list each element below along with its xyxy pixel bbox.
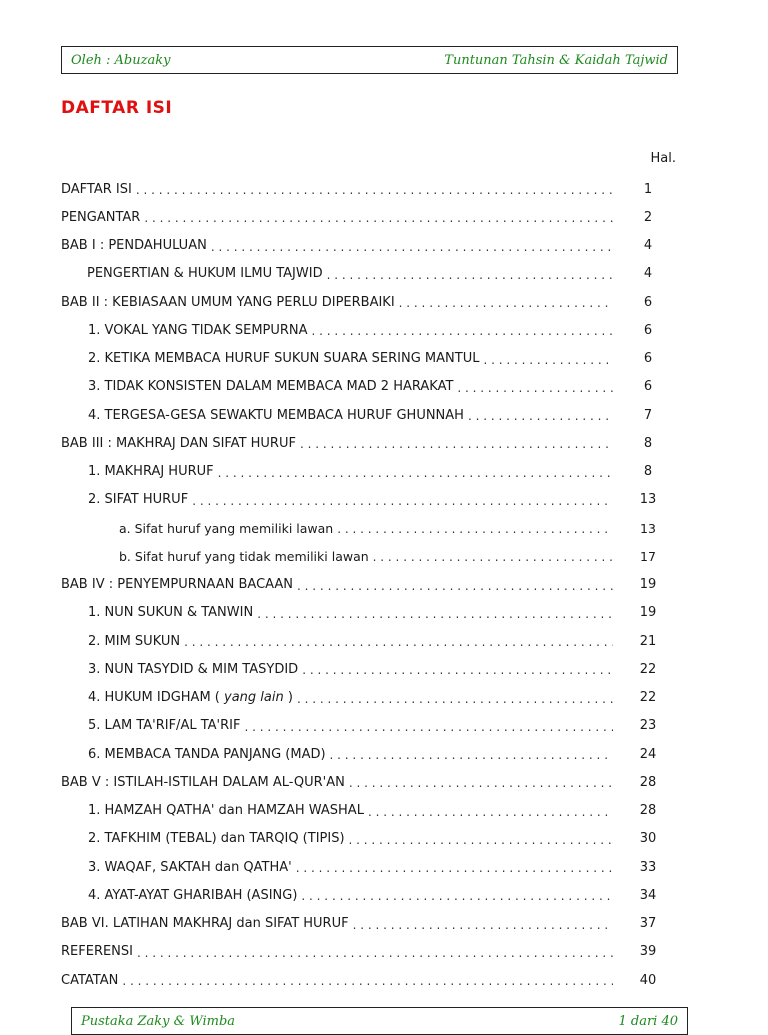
toc-entry (61, 853, 661, 881)
toc-entry (61, 797, 661, 825)
toc-entry (61, 571, 661, 599)
toc-entry (61, 768, 661, 796)
toc-entry-page: 33 (639, 859, 657, 875)
toc-entry-label: 3. NUN TASYDID & MIM TASYDID (88, 661, 299, 677)
toc-entry-page: 30 (639, 831, 657, 847)
toc-dot-leader (211, 238, 613, 254)
toc-entry-label: 1. VOKAL YANG TIDAK SEMPURNA (88, 322, 308, 338)
header-author: Oleh : Abuzaky (71, 52, 171, 68)
toc-entry (61, 401, 661, 429)
toc-entry-page: 4 (643, 266, 653, 282)
toc-dot-leader (373, 548, 613, 564)
toc-entry-label: BAB VI. LATIHAN MAKHRAJ dan SIFAT HURUF (61, 916, 349, 932)
toc-entry-page: 40 (639, 972, 657, 988)
toc-entry (61, 684, 661, 712)
toc-entry-label: 3. WAQAF, SAKTAH dan QATHA' (88, 859, 292, 875)
toc-entry (61, 712, 661, 740)
toc-entry-page: 13 (640, 520, 656, 536)
toc-dot-leader (312, 322, 613, 338)
table-of-contents (61, 175, 661, 994)
toc-entry-label: 3. TIDAK KONSISTEN DALAM MEMBACA MAD 2 HARAKAT (88, 379, 454, 395)
toc-entry-page: 13 (639, 492, 657, 508)
toc-entry (61, 203, 661, 231)
toc-entry-label: 1. NUN SUKUN & TANWIN (88, 605, 254, 621)
toc-entry-page: 22 (639, 661, 657, 677)
toc-entry (61, 316, 661, 344)
page-header (61, 46, 678, 74)
toc-dot-leader (244, 718, 613, 734)
toc-entry-page: 24 (639, 746, 657, 762)
toc-entry (61, 542, 661, 570)
toc-dot-leader (302, 661, 613, 677)
toc-dot-leader (184, 633, 613, 649)
toc-dot-leader (257, 605, 613, 621)
toc-entry (61, 627, 661, 655)
toc-dot-leader (337, 520, 613, 536)
header-book-title: Tuntunan Tahsin & Kaidah Tajwid (444, 52, 668, 68)
toc-entry (61, 966, 661, 994)
toc-entry (61, 345, 661, 373)
toc-dot-leader (327, 266, 613, 282)
toc-entry-label: PENGANTAR (61, 209, 141, 225)
page-column-label: Hal. (650, 151, 676, 166)
toc-dot-leader (192, 492, 613, 508)
toc-dot-leader (483, 351, 613, 367)
toc-entry-page: 28 (639, 774, 657, 790)
toc-entry (61, 938, 661, 966)
toc-entry-page: 2 (643, 209, 653, 225)
toc-entry-page: 6 (643, 379, 653, 395)
toc-entry-label: 1. MAKHRAJ HURUF (88, 464, 214, 480)
toc-entry-label: DAFTAR ISI (61, 181, 132, 197)
toc-dot-leader (349, 831, 613, 847)
toc-entry (61, 175, 661, 203)
toc-dot-leader (296, 859, 613, 875)
footer-page-number: 1 dari 40 (618, 1013, 678, 1029)
toc-entry-label: a. Sifat huruf yang memiliki lawan (119, 520, 334, 536)
toc-entry-label: BAB IV : PENYEMPURNAAN BACAAN (61, 577, 294, 593)
toc-dot-leader (457, 379, 613, 395)
toc-entry-page: 8 (643, 435, 653, 451)
footer-publisher: Pustaka Zaky & Wimba (81, 1013, 236, 1029)
toc-entry (61, 288, 661, 316)
toc-entry-page: 37 (639, 916, 657, 932)
toc-entry-page: 6 (643, 294, 653, 310)
toc-dot-leader (300, 435, 613, 451)
toc-entry (61, 740, 661, 768)
toc-entry (61, 232, 661, 260)
toc-entry (61, 655, 661, 683)
toc-dot-leader (297, 690, 613, 706)
toc-entry-label: PENGERTIAN & HUKUM ILMU TAJWID (87, 266, 323, 282)
toc-dot-leader (399, 294, 613, 310)
toc-dot-leader (122, 972, 613, 988)
toc-entry-label: 2. SIFAT HURUF (88, 492, 189, 508)
toc-entry-label: 4. AYAT-AYAT GHARIBAH (ASING) (88, 887, 298, 903)
toc-entry-page: 21 (639, 633, 657, 649)
toc-dot-leader (468, 407, 613, 423)
toc-entry (61, 825, 661, 853)
toc-entry (61, 599, 661, 627)
toc-entry-label: 2. KETIKA MEMBACA HURUF SUKUN SUARA SERING MANTUL (88, 351, 480, 367)
toc-dot-leader (353, 916, 613, 932)
toc-entry (61, 486, 661, 514)
toc-entry (61, 881, 661, 909)
toc-entry-label: BAB II : KEBIASAAN UMUM YANG PERLU DIPERBAIKI (61, 294, 395, 310)
toc-dot-leader (368, 803, 613, 819)
toc-entry-label: BAB I : PENDAHULUAN (61, 238, 207, 254)
toc-entry-page: 1 (643, 181, 653, 197)
toc-entry-page: 17 (640, 548, 656, 564)
toc-entry-label: 1. HAMZAH QATHA' dan HAMZAH WASHAL (88, 803, 364, 819)
toc-entry-page: 23 (639, 718, 657, 734)
toc-entry-label: CATATAN (61, 972, 119, 988)
toc-entry-label: 4. TERGESA-GESA SEWAKTU MEMBACA HURUF GHUNNAH (88, 407, 464, 423)
toc-entry-page: 7 (643, 407, 653, 423)
toc-entry-label: b. Sifat huruf yang tidak memiliki lawan (119, 548, 369, 564)
toc-entry-page: 19 (639, 577, 657, 593)
toc-entry-page: 6 (643, 322, 653, 338)
page-footer (71, 1007, 688, 1035)
toc-entry-page: 22 (639, 690, 657, 706)
toc-dot-leader (144, 209, 613, 225)
toc-entry-label: 5. LAM TA'RIF/AL TA'RIF (88, 718, 241, 734)
toc-entry-label: 4. HUKUM IDGHAM ( yang lain ) (88, 690, 293, 706)
toc-entry-page: 6 (643, 351, 653, 367)
toc-entry (61, 429, 661, 457)
toc-entry-label: REFERENSI (61, 944, 133, 960)
toc-entry-label: 2. MIM SUKUN (88, 633, 181, 649)
toc-entry-page: 4 (643, 238, 653, 254)
toc-dot-leader (349, 774, 613, 790)
toc-dot-leader (218, 464, 613, 480)
toc-entry-page: 34 (639, 887, 657, 903)
toc-dot-leader (330, 746, 613, 762)
toc-entry (61, 458, 661, 486)
page-title: DAFTAR ISI (61, 98, 173, 118)
toc-entry-label: 2. TAFKHIM (TEBAL) dan TARQIQ (TIPIS) (88, 831, 345, 847)
toc-entry-page: 8 (643, 464, 653, 480)
toc-dot-leader (137, 944, 613, 960)
toc-entry-page: 28 (639, 803, 657, 819)
toc-entry-page: 19 (639, 605, 657, 621)
toc-entry-label: BAB III : MAKHRAJ DAN SIFAT HURUF (61, 435, 296, 451)
toc-dot-leader (136, 181, 613, 197)
toc-dot-leader (297, 577, 613, 593)
toc-entry (61, 514, 661, 542)
toc-entry (61, 910, 661, 938)
toc-entry-label: 6. MEMBACA TANDA PANJANG (MAD) (88, 746, 326, 762)
toc-entry-label: BAB V : ISTILAH-ISTILAH DALAM AL-QUR'AN (61, 774, 345, 790)
toc-entry (61, 373, 661, 401)
toc-entry-page: 39 (639, 944, 657, 960)
toc-dot-leader (301, 887, 613, 903)
toc-entry (61, 260, 661, 288)
